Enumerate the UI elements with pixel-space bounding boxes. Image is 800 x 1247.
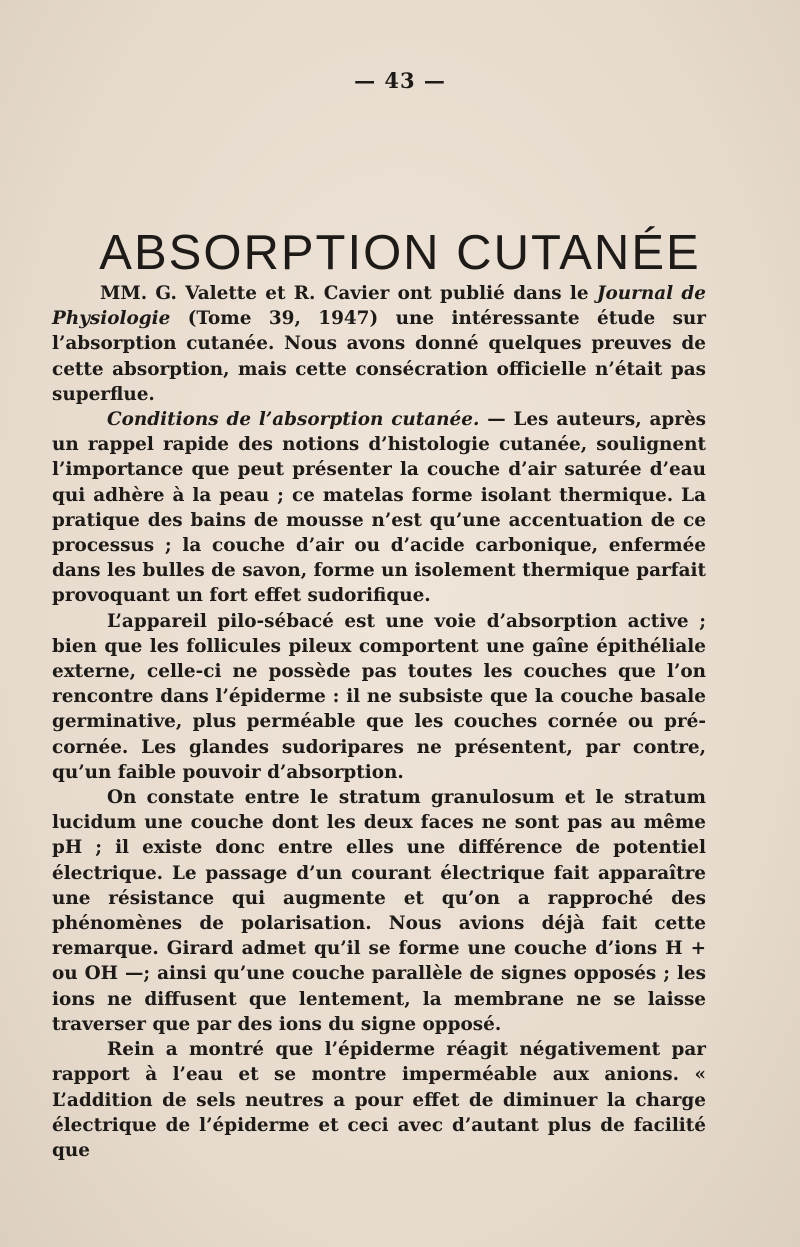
article-title: ABSORPTION CUTANÉE	[99, 225, 701, 280]
paragraph-stratum: On constate entre le stratum granulosum et le stratum lucidum une couche dont les deux faces ne sont pas au même pH ; il existe donc entre elles une différence de potentiel électrique. Le passage d’un courant électrique fait apparaître une résistance qui augmente et qu’on a rapproché des phénomènes de polarisation. Nous avions déjà fait cette remarque. Girard admet qu’il se forme une couche d’ions H + ou OH —; ainsi qu’une couche parallèle de signes opposés ; les ions ne diffusent que lentement, la membrane ne se laisse traverser que par des ions du signe opposé.	[52, 787, 706, 1035]
paragraph-pilo-sebace: L’appareil pilo-sébacé est une voie d’absorption active ; bien que les follicules pileux comportent une gaîne épithéliale externe, celle-ci ne possède pas toutes les couches que l’on rencontre dans l’épiderme : il ne subsiste que la couche basale germinative, plus perméable que les couches cornée ou pré-cornée. Les glandes sudoripares ne présentent, par contre, qu’un faible pouvoir d’absorption.	[52, 610, 706, 783]
page-number: — 43 —	[354, 68, 446, 93]
article-body	[52, 281, 706, 1163]
intro-text-end: (Tome 39, 1947) une intéressante étude sur l’absorption cutanée. Nous avons donné quelques preuves de cette absorption, mais cette consécration officielle n’était pas superflue.	[52, 308, 706, 405]
journal-name: Journal de Physiologie	[52, 283, 706, 330]
paragraph-intro	[52, 281, 706, 407]
paragraph-rein: Rein a montré que l’épiderme réagit négativement par rapport à l’eau et se montre imperméable aux anions. « L’addition de sels neutres a pour effet de diminuer la charge électrique de l’épiderme et ceci avec d’autant plus de facilité que	[52, 1039, 706, 1161]
intro-text-start: MM. G. Valette et R. Cavier ont publié dans le	[100, 283, 597, 304]
section-heading: Conditions de l’absorption cutanée.	[107, 409, 480, 431]
conditions-text: — Les auteurs, après un rappel rapide des notions d’histologie cutanée, soulignent l’importance que peut présenter la couche d’air saturée d’eau qui adhère à la peau ; ce matelas forme isolant thermique. La pratique des bains de mousse n’est qu’une accentuation de ce processus ; la couche d’air ou d’acide carbonique, enfermée dans les bulles de savon, forme un isolement thermique parfait provoquant un fort effet sudorifique.	[52, 409, 707, 607]
paragraph-conditions	[52, 407, 706, 609]
